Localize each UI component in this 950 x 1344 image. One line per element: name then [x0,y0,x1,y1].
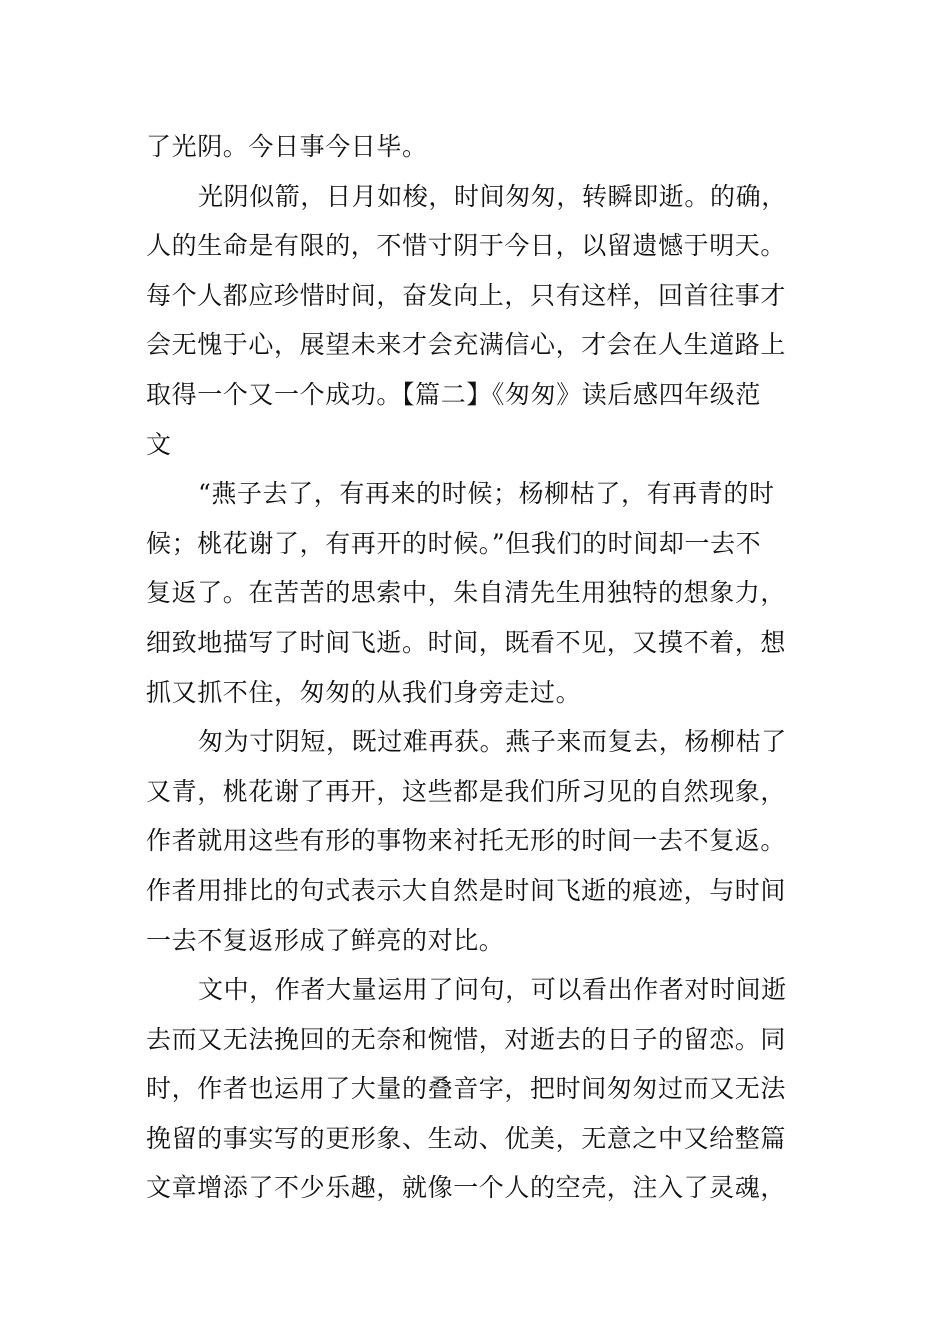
text-line-10: 复返了。在苦苦的思索中，朱自清先生用独特的想象力， [146,578,787,608]
text-line-7: 文 [146,429,172,459]
text-line-11: 细致地描写了时间飞逝。时间，既看不见，又摸不着，想 [146,627,787,657]
text-line-4: 每个人都应珍惜时间，奋发向上，只有这样，回首往事才 [146,280,787,310]
text-line-22: 文章增添了不少乐趣，就像一个人的空壳，注入了灵魂， [146,1173,787,1203]
text-line-3: 人的生命是有限的，不惜寸阴于今日，以留遗憾于明天。 [146,231,787,261]
text-line-13: 匆为寸阴短，既过难再获。燕子来而复去，杨柳枯了 [198,727,787,757]
text-line-21: 挽留的事实写的更形象、生动、优美，无意之中又给整篇 [146,1123,787,1153]
text-line-8: “燕子去了，有再来的时候；杨柳枯了，有再青的时 [198,479,775,509]
text-line-19: 去而又无法挽回的无奈和惋惜，对逝去的日子的留恋。同 [146,1024,787,1054]
text-line-12: 抓又抓不住，匆匆的从我们身旁走过。 [146,677,582,707]
text-line-6: 取得一个又一个成功。【篇二】《匆匆》读后感四年级范 [146,379,762,409]
text-line-1: 了光阴。今日事今日毕。 [146,132,428,161]
text-line-18: 文中，作者大量运用了问句，可以看出作者对时间逝 [198,975,787,1005]
text-line-16: 作者用排比的句式表示大自然是时间飞逝的痕迹，与时间 [146,875,787,905]
document-body [146,122,806,1213]
text-line-5: 会无愧于心，展望未来才会充满信心，才会在人生道路上 [146,330,787,360]
text-line-14: 又青，桃花谢了再开，这些都是我们所习见的自然现象， [146,776,787,806]
text-line-15: 作者就用这些有形的事物来衬托无形的时间一去不复返。 [146,826,787,856]
text-line-9: 候；桃花谢了，有再开的时候。”但我们的时间却一去不 [146,528,762,558]
text-line-17: 一去不复返形成了鲜亮的对比。 [146,925,505,955]
text-line-2: 光阴似箭，日月如梭，时间匆匆，转瞬即逝。的确， [198,181,787,211]
text-line-20: 时，作者也运用了大量的叠音字，把时间匆匆过而又无法 [146,1074,787,1104]
